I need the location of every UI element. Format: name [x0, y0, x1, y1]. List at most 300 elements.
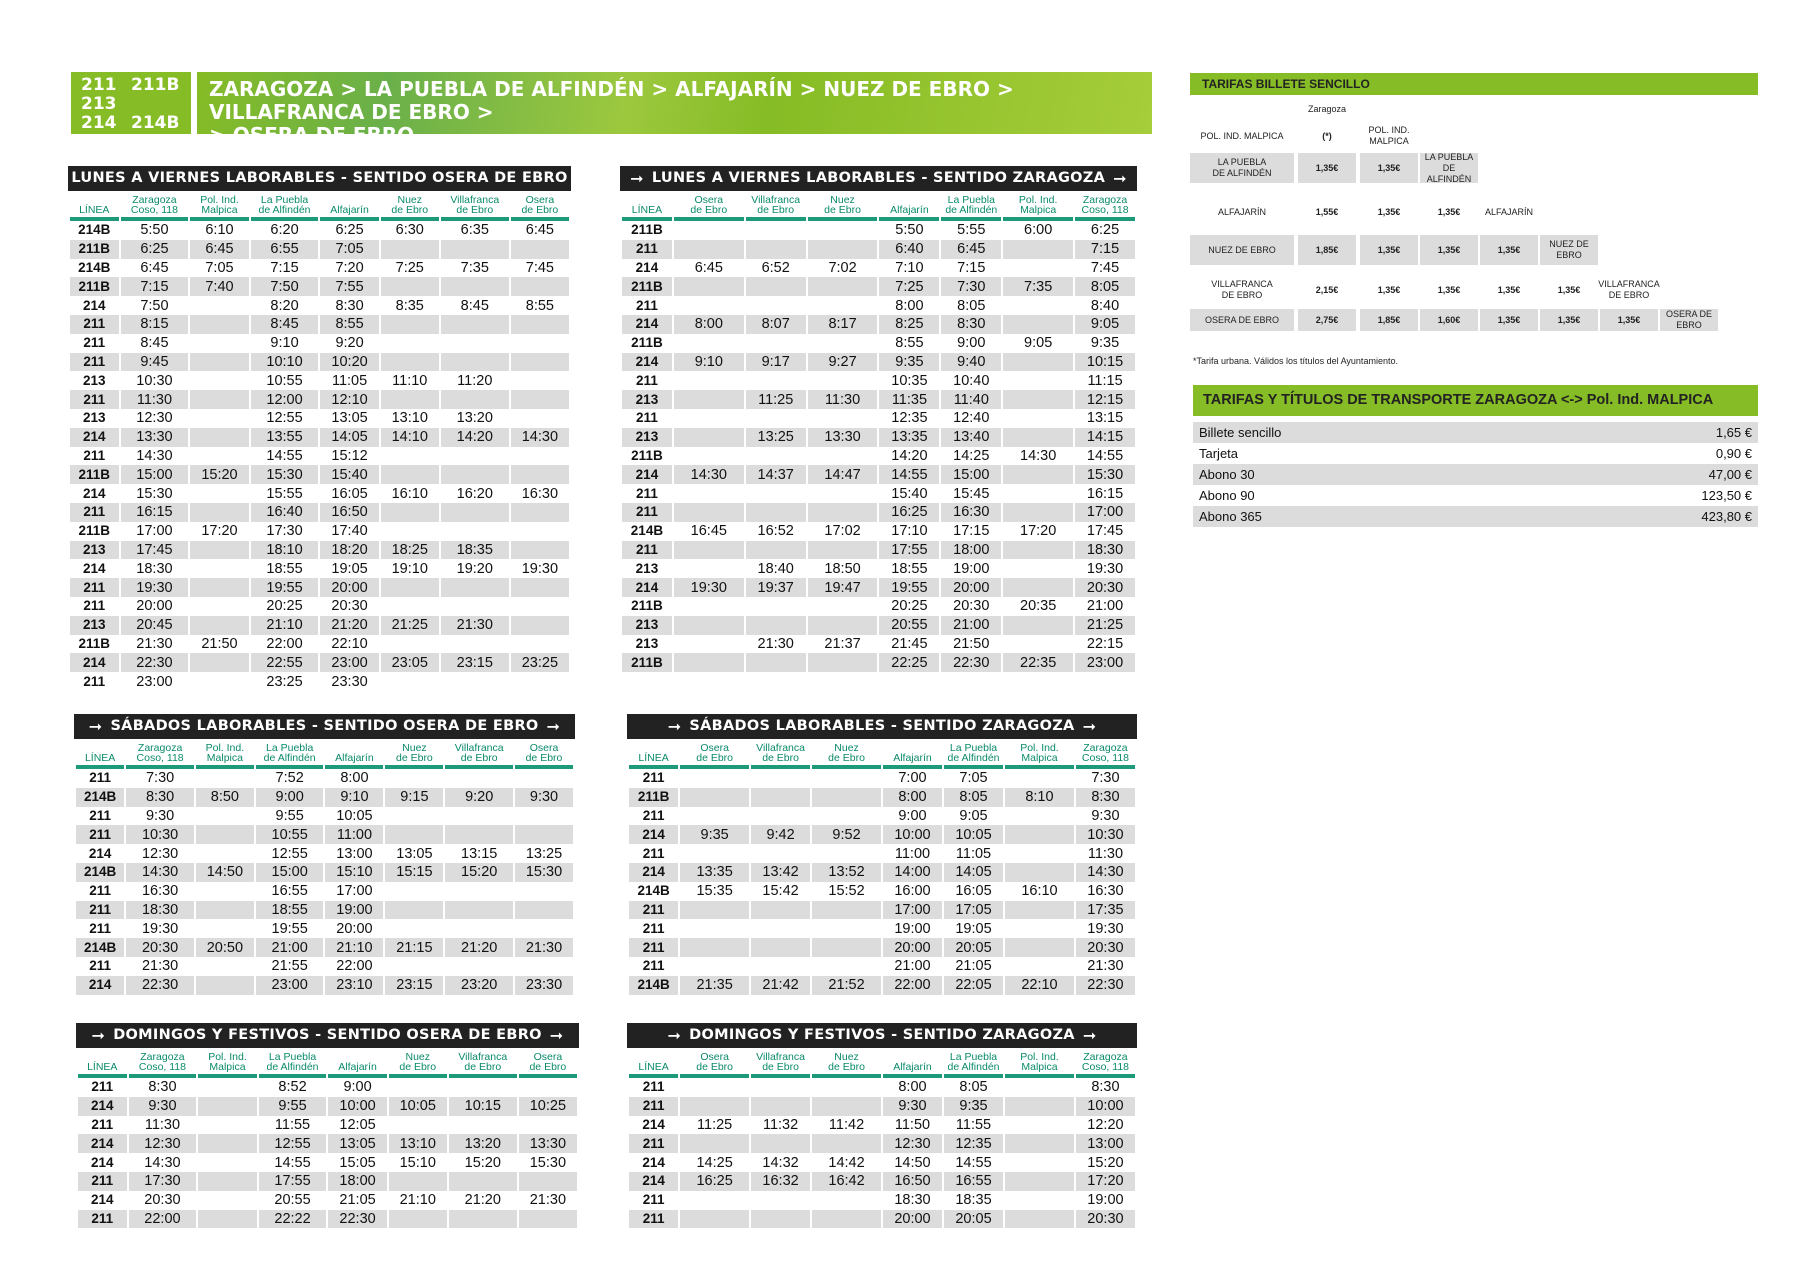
- time-cell: 20:25: [891, 598, 928, 615]
- fare-cell: 1,35€: [1480, 309, 1538, 331]
- fare-cell: (*): [1322, 130, 1332, 141]
- column-header: Zaragoza Coso, 118: [126, 739, 194, 769]
- line-cell: 211: [629, 938, 678, 957]
- time-cell: [515, 901, 573, 920]
- time-cell: [674, 597, 744, 616]
- right-arrow-icon: ➞: [549, 1026, 564, 1045]
- time-cell: 23:25: [266, 673, 303, 690]
- time-cell: [198, 1191, 256, 1210]
- time-cell: 16:45: [690, 523, 727, 540]
- time-cell: [674, 409, 744, 428]
- time-cell: 8:50: [196, 788, 254, 807]
- time-cell: 6:10: [205, 222, 234, 239]
- time-cell: [812, 1210, 881, 1229]
- time-cell: 11:10: [392, 372, 428, 389]
- time-cell: 17:00: [336, 883, 373, 900]
- column-header: LÍNEA: [70, 191, 119, 221]
- time-cell: 9:10: [674, 353, 744, 372]
- time-cell: [381, 522, 439, 541]
- time-cell: 12:30: [141, 845, 179, 862]
- time-cell: [519, 1172, 577, 1191]
- column-header: Nuez de Ebro: [389, 1048, 447, 1078]
- time-cell: 9:05: [1024, 335, 1053, 352]
- table-row: [622, 221, 1135, 240]
- time-cell: 22:30: [126, 976, 194, 995]
- time-cell: 18:30: [894, 1192, 931, 1209]
- time-cell: [385, 825, 443, 844]
- time-cell: [511, 277, 569, 296]
- column-header: La Puebla de Alfindén: [251, 191, 319, 221]
- time-cell: 13:05: [396, 845, 433, 862]
- time-cell: 19:55: [879, 578, 939, 597]
- time-cell: [190, 296, 248, 315]
- line-cell: 214: [629, 1172, 678, 1191]
- time-cell: 21:10: [251, 616, 319, 635]
- time-cell: 14:05: [320, 428, 378, 447]
- time-cell: [385, 882, 443, 901]
- fare-cell: 1,35€: [1420, 235, 1478, 265]
- line-cell: 211: [642, 920, 665, 936]
- column-header: La Puebla de Alfindén: [944, 1048, 1003, 1078]
- line-cell: 211: [642, 770, 665, 786]
- time-cell: [674, 240, 744, 259]
- time-cell: 15:00: [121, 465, 189, 484]
- table-row: [622, 559, 1135, 578]
- time-cell: 21:00: [1086, 598, 1124, 615]
- fare-cell: 1,35€: [1298, 153, 1356, 183]
- column-header: Villafranca de Ebro: [449, 1048, 517, 1078]
- time-cell: [441, 390, 509, 409]
- line-cell: 211B: [70, 277, 119, 296]
- title-name: Abono 90: [1199, 488, 1255, 503]
- time-cell: [511, 597, 569, 616]
- section-sab-osera: [74, 714, 575, 995]
- table-row: [70, 503, 569, 522]
- time-cell: 7:05: [959, 770, 988, 787]
- table-row: [622, 616, 1135, 635]
- time-cell: 19:05: [331, 560, 368, 577]
- route-line1: ZARAGOZA > LA PUEBLA DE ALFINDÉN > ALFAJARÍN > NUEZ DE EBRO > VILLAFRANCA DE EBRO >: [209, 77, 1014, 124]
- section-dom-osera: [76, 1023, 579, 1228]
- time-cell: [1003, 484, 1073, 503]
- time-cell: 11:00: [325, 825, 383, 844]
- time-cell: 9:55: [275, 807, 304, 824]
- time-cell: [445, 919, 513, 938]
- fare-cell: LA PUEBLA DE ALFINDÉN: [1190, 153, 1294, 183]
- time-cell: [196, 976, 254, 995]
- table-row: [76, 863, 573, 882]
- table-row: [622, 578, 1135, 597]
- time-cell: [196, 769, 254, 788]
- time-cell: 10:05: [336, 807, 373, 824]
- time-cell: 14:55: [879, 465, 939, 484]
- time-cell: 9:10: [325, 788, 383, 807]
- time-cell: 13:05: [328, 1134, 386, 1153]
- time-cell: 22:30: [121, 653, 189, 672]
- time-cell: [808, 296, 878, 315]
- time-cell: [674, 296, 744, 315]
- time-cell: 13:20: [449, 1134, 517, 1153]
- line-cell: 214: [82, 485, 106, 501]
- time-cell: [674, 447, 744, 466]
- time-cell: 23:00: [256, 976, 324, 995]
- time-cell: 17:05: [944, 901, 1003, 920]
- fare-cell: 1,35€: [1360, 153, 1418, 183]
- time-cell: 12:30: [129, 1134, 197, 1153]
- right-arrow-icon: ➞: [667, 717, 682, 736]
- time-cell: [812, 1134, 881, 1153]
- time-cell: 19:55: [271, 920, 308, 937]
- time-cell: 8:25: [879, 315, 939, 334]
- time-cell: 23:15: [385, 976, 443, 995]
- line-cell: 211: [89, 807, 112, 823]
- column-header: LÍNEA: [78, 1048, 127, 1078]
- time-cell: 22:22: [259, 1210, 327, 1229]
- time-cell: 13:55: [251, 428, 319, 447]
- fare-cell: POL. IND. MALPICA: [1200, 130, 1284, 141]
- table-row: [622, 353, 1135, 372]
- column-header: Nuez de Ebro: [808, 191, 878, 221]
- line-cell: 214B: [76, 938, 124, 957]
- time-cell: 22:30: [1076, 976, 1135, 995]
- time-cell: [190, 315, 248, 334]
- time-cell: 11:55: [955, 1116, 992, 1133]
- time-cell: [812, 1191, 881, 1210]
- time-cell: [674, 334, 744, 353]
- table-row: [70, 465, 569, 484]
- time-cell: [746, 447, 806, 466]
- time-cell: 10:35: [891, 372, 928, 389]
- time-cell: [680, 1210, 749, 1229]
- time-cell: [190, 503, 248, 522]
- fare-cell: NUEZ DE EBRO: [1190, 235, 1294, 265]
- time-cell: [381, 277, 439, 296]
- column-header: LÍNEA: [622, 191, 672, 221]
- line-214: 214: [81, 113, 117, 133]
- table-row: [622, 409, 1135, 428]
- time-cell: 17:35: [1076, 901, 1135, 920]
- time-cell: [808, 503, 878, 522]
- time-cell: 18:55: [256, 901, 324, 920]
- column-header: LÍNEA: [76, 739, 124, 769]
- table-row: [629, 957, 1135, 976]
- time-cell: 7:45: [525, 259, 554, 276]
- time-cell: [389, 1210, 447, 1229]
- column-header: Osera de Ebro: [680, 1048, 749, 1078]
- column-header: Alfajarín: [325, 739, 383, 769]
- line-cell: 214: [642, 1154, 665, 1170]
- time-cell: [808, 447, 878, 466]
- time-cell: 5:55: [957, 222, 986, 239]
- time-cell: 15:55: [266, 485, 303, 502]
- column-header: Pol. Ind. Malpica: [1003, 191, 1073, 221]
- time-cell: 15:30: [1075, 465, 1135, 484]
- title-price: 47,00 €: [1708, 467, 1752, 482]
- section-title: [49, 166, 590, 191]
- time-cell: [680, 901, 749, 920]
- line-cell: 214B: [78, 222, 111, 238]
- section-dom-zgz: [627, 1023, 1137, 1228]
- time-cell: [751, 788, 810, 807]
- time-cell: 9:20: [335, 335, 364, 352]
- time-cell: [511, 315, 569, 334]
- time-cell: 15:05: [339, 1154, 376, 1171]
- right-arrow-icon: ➞: [88, 717, 103, 736]
- time-cell: 21:10: [325, 938, 383, 957]
- time-cell: [190, 578, 248, 597]
- line-cell: 211: [629, 1097, 678, 1116]
- time-cell: [511, 240, 569, 259]
- time-cell: [746, 296, 806, 315]
- time-cell: [190, 672, 248, 691]
- time-cell: [519, 1078, 577, 1097]
- line-cell: 214B: [76, 788, 124, 807]
- time-cell: [1003, 503, 1073, 522]
- time-cell: 6:45: [694, 259, 723, 276]
- time-cell: 22:15: [1086, 635, 1124, 652]
- time-cell: [198, 1097, 256, 1116]
- time-cell: 8:20: [270, 297, 299, 314]
- time-cell: 21:00: [941, 616, 1001, 635]
- time-cell: [680, 1078, 749, 1097]
- time-cell: [1005, 1078, 1074, 1097]
- time-cell: [746, 616, 806, 635]
- table-row: [76, 769, 573, 788]
- title-row: [1193, 443, 1758, 464]
- line-cell: 211: [89, 883, 112, 899]
- time-cell: 11:30: [808, 390, 878, 409]
- time-cell: 20:35: [1020, 598, 1057, 615]
- time-cell: 14:32: [762, 1154, 799, 1171]
- time-cell: 16:42: [812, 1172, 881, 1191]
- timetable: [76, 1048, 579, 1228]
- fares-panel: [1190, 73, 1758, 345]
- time-cell: 11:30: [144, 1116, 181, 1133]
- time-cell: 6:25: [1090, 222, 1120, 239]
- time-cell: 9:30: [1091, 807, 1120, 824]
- table-row: [70, 259, 569, 278]
- time-cell: 7:35: [460, 259, 489, 276]
- time-cell: [1005, 769, 1074, 788]
- time-cell: 17:20: [201, 523, 238, 540]
- time-cell: [511, 390, 569, 409]
- line-cell: 211B: [631, 447, 663, 463]
- time-cell: 16:55: [271, 883, 308, 900]
- time-cell: 8:00: [674, 315, 744, 334]
- line-cell: 214: [88, 845, 112, 861]
- time-cell: 8:30: [335, 297, 364, 314]
- time-cell: [511, 578, 569, 597]
- time-cell: 13:15: [461, 845, 498, 862]
- time-cell: 7:02: [828, 259, 857, 276]
- time-cell: 21:25: [381, 616, 439, 635]
- time-cell: 9:20: [445, 788, 513, 807]
- time-cell: [674, 653, 744, 672]
- time-cell: [746, 541, 806, 560]
- table-row: [70, 315, 569, 334]
- time-cell: [812, 769, 881, 788]
- time-cell: [674, 390, 744, 409]
- time-cell: 13:25: [525, 845, 563, 862]
- line-cell: 211: [636, 372, 658, 388]
- time-cell: [1003, 371, 1073, 390]
- time-cell: [445, 901, 513, 920]
- line-cell: 211: [622, 503, 672, 522]
- time-cell: [445, 825, 513, 844]
- time-cell: [1005, 1191, 1074, 1210]
- time-cell: 6:55: [251, 240, 319, 259]
- time-cell: 5:50: [140, 222, 169, 239]
- time-cell: 6:40: [879, 240, 939, 259]
- time-cell: 8:45: [140, 335, 169, 352]
- time-cell: [674, 635, 744, 654]
- table-row: [622, 541, 1135, 560]
- time-cell: 8:40: [1090, 297, 1120, 314]
- time-cell: 19:47: [808, 578, 878, 597]
- column-header: Villafranca de Ebro: [441, 191, 509, 221]
- time-cell: 16:30: [521, 485, 559, 502]
- time-cell: 16:50: [320, 503, 378, 522]
- time-cell: [746, 503, 806, 522]
- time-cell: [441, 315, 509, 334]
- line-214b: 214B: [131, 113, 180, 133]
- time-cell: 15:42: [762, 883, 799, 900]
- time-cell: [1005, 807, 1074, 826]
- time-cell: 10:05: [389, 1097, 447, 1116]
- time-cell: 17:55: [879, 541, 939, 560]
- time-cell: 8:05: [959, 1079, 988, 1096]
- time-cell: [441, 578, 509, 597]
- time-cell: [1005, 1134, 1074, 1153]
- time-cell: 21:37: [824, 635, 861, 652]
- table-row: [629, 976, 1135, 995]
- time-cell: 17:40: [331, 523, 368, 540]
- time-cell: 22:30: [941, 653, 1001, 672]
- time-cell: 18:25: [381, 541, 439, 560]
- table-row: [629, 1153, 1135, 1172]
- fare-cell: 1,60€: [1420, 309, 1478, 331]
- time-cell: 18:30: [136, 560, 173, 577]
- time-cell: 9:35: [1090, 335, 1120, 352]
- fare-cell: OSERA DE EBRO: [1190, 309, 1294, 331]
- time-cell: 7:30: [145, 770, 175, 787]
- time-cell: 20:30: [331, 598, 368, 615]
- time-cell: 12:30: [136, 410, 173, 427]
- time-cell: 20:30: [126, 938, 194, 957]
- line-cell: 214: [78, 1097, 127, 1116]
- table-row: [629, 901, 1135, 920]
- time-cell: [441, 597, 509, 616]
- fare-cell: 1,35€: [1497, 284, 1521, 295]
- time-cell: 13:35: [680, 863, 749, 882]
- time-cell: 18:55: [266, 560, 303, 577]
- line-cell: 211: [629, 901, 678, 920]
- time-cell: 11:00: [894, 845, 931, 862]
- time-cell: [1003, 616, 1073, 635]
- line-cell: 214: [622, 353, 672, 372]
- time-cell: 21:30: [141, 958, 179, 975]
- time-cell: [511, 541, 569, 560]
- time-cell: 17:30: [129, 1172, 197, 1191]
- table-row: [70, 353, 569, 372]
- time-cell: 13:30: [808, 428, 878, 447]
- time-cell: 11:05: [955, 845, 992, 862]
- line-cell: 214: [78, 1134, 127, 1153]
- time-cell: 11:35: [879, 390, 939, 409]
- table-row: [70, 277, 569, 296]
- time-cell: 13:42: [751, 863, 810, 882]
- time-cell: 21:52: [812, 976, 881, 995]
- table-row: [78, 1116, 577, 1135]
- time-cell: [674, 277, 744, 296]
- time-cell: 17:55: [259, 1172, 327, 1191]
- title-row: [1193, 464, 1758, 485]
- fare-cell: POL. IND. MALPICA: [1368, 125, 1410, 146]
- column-header: Pol. Ind. Malpica: [1005, 1048, 1074, 1078]
- table-row: [629, 1210, 1135, 1229]
- time-cell: 8:55: [895, 335, 924, 352]
- column-header: Nuez de Ebro: [385, 739, 443, 769]
- time-cell: 14:37: [746, 465, 806, 484]
- column-header: Zaragoza Coso, 118: [1075, 191, 1135, 221]
- time-cell: 15:20: [190, 465, 248, 484]
- timetable: [74, 739, 575, 995]
- time-cell: 9:17: [746, 353, 806, 372]
- time-cell: [381, 503, 439, 522]
- time-cell: 16:15: [1086, 485, 1124, 502]
- time-cell: [751, 807, 810, 826]
- time-cell: [674, 541, 744, 560]
- time-cell: 16:30: [141, 883, 179, 900]
- time-cell: [190, 559, 248, 578]
- time-cell: 20:50: [196, 938, 254, 957]
- time-cell: [190, 334, 248, 353]
- time-cell: [680, 1097, 749, 1116]
- title-name: Abono 30: [1199, 467, 1255, 482]
- time-cell: 21:15: [385, 938, 443, 957]
- time-cell: 21:25: [1075, 616, 1135, 635]
- column-header: Zaragoza Coso, 118: [1076, 1048, 1135, 1078]
- time-cell: 14:05: [944, 863, 1003, 882]
- fare-cell: 1,35€: [1437, 206, 1461, 217]
- line-cell: 214: [82, 560, 106, 576]
- time-cell: [1005, 901, 1074, 920]
- time-cell: [808, 484, 878, 503]
- table-row: [622, 240, 1135, 259]
- time-cell: 7:50: [140, 297, 169, 314]
- time-cell: [196, 807, 254, 826]
- time-cell: [680, 1134, 749, 1153]
- time-cell: 19:00: [325, 901, 383, 920]
- time-cell: 12:10: [320, 390, 378, 409]
- time-cell: 16:30: [941, 503, 1001, 522]
- time-cell: [1005, 919, 1074, 938]
- time-cell: 17:20: [1020, 523, 1057, 540]
- section-title: [74, 714, 575, 739]
- time-cell: 12:15: [1075, 390, 1135, 409]
- line-cell: 211: [70, 353, 119, 372]
- column-header: Osera de Ebro: [515, 739, 573, 769]
- fare-cell: 2,75€: [1298, 309, 1356, 331]
- time-cell: 10:00: [883, 825, 942, 844]
- time-cell: [808, 277, 878, 296]
- time-cell: [746, 597, 806, 616]
- line-cell: 211B: [622, 277, 672, 296]
- table-row: [622, 484, 1135, 503]
- time-cell: 6:45: [941, 240, 1001, 259]
- time-cell: [441, 277, 509, 296]
- time-cell: 7:15: [1075, 240, 1135, 259]
